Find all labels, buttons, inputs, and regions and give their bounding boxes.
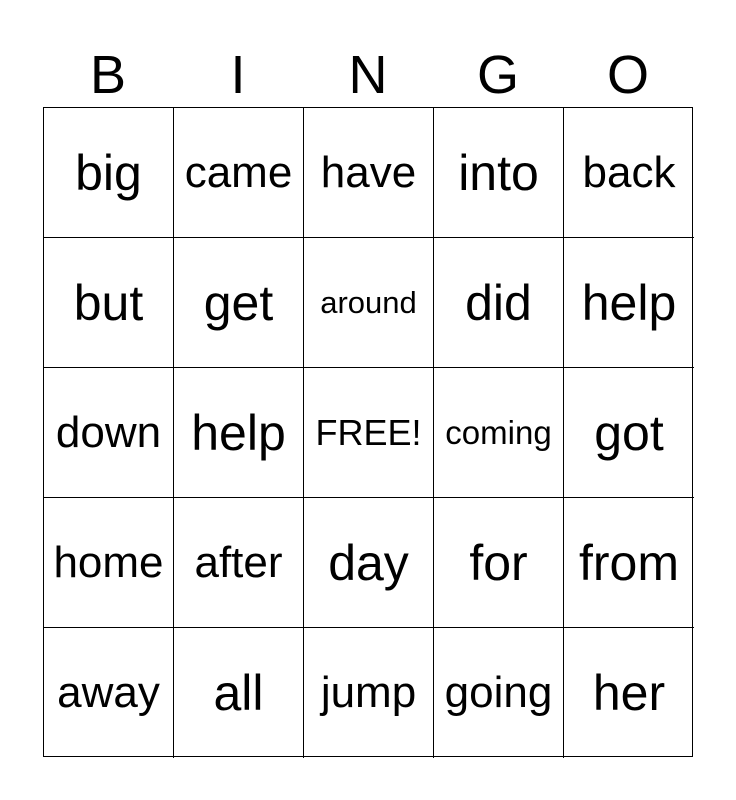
bingo-cell-r3-c1[interactable]: down <box>44 368 174 498</box>
bingo-cell-r3-c4[interactable]: coming <box>434 368 564 498</box>
bingo-cell-r3-c2[interactable]: help <box>174 368 304 498</box>
header-letter-b: B <box>89 45 127 105</box>
bingo-cell-r1-c5[interactable]: back <box>564 108 694 238</box>
bingo-cell-r1-c3[interactable]: have <box>304 108 434 238</box>
bingo-cell-r2-c3[interactable]: around <box>304 238 434 368</box>
bingo-cell-r1-c4[interactable]: into <box>434 108 564 238</box>
bingo-cell-r4-c3[interactable]: day <box>304 498 434 628</box>
bingo-cell-r5-c2[interactable]: all <box>174 628 304 758</box>
header-letter-n: N <box>348 45 388 105</box>
bingo-cell-r5-c1[interactable]: away <box>44 628 174 758</box>
bingo-cell-r4-c5[interactable]: from <box>564 498 694 628</box>
bingo-cell-free-space[interactable]: FREE! <box>304 368 434 498</box>
bingo-cell-r5-c5[interactable]: her <box>592 665 666 721</box>
bingo-cell-r2-c5[interactable]: help <box>564 238 694 368</box>
bingo-cell-r2-c4[interactable]: did <box>434 238 564 368</box>
bingo-cell-r4-c4[interactable]: for <box>434 498 564 628</box>
bingo-cell-r5-c4[interactable]: going <box>434 628 564 758</box>
bingo-cell-r4-c1[interactable]: home <box>44 498 174 628</box>
header-letter-o: O <box>606 45 649 105</box>
bingo-card-grid <box>43 107 693 757</box>
bingo-cell-r4-c2[interactable]: after <box>174 498 304 628</box>
bingo-cell-r1-c2[interactable]: came <box>174 108 304 238</box>
bingo-cell-r2-c2[interactable]: get <box>174 238 304 368</box>
bingo-cell-r2-c1[interactable]: but <box>44 238 174 368</box>
header-letter-i: I <box>230 45 246 105</box>
bingo-cell-r5-c3[interactable]: jump <box>304 628 434 758</box>
bingo-cell-r3-c5[interactable]: got <box>564 368 694 498</box>
bingo-cell-r1-c1[interactable]: big <box>44 108 174 238</box>
header-letter-g: G <box>476 45 519 105</box>
bingo-header <box>43 42 693 108</box>
